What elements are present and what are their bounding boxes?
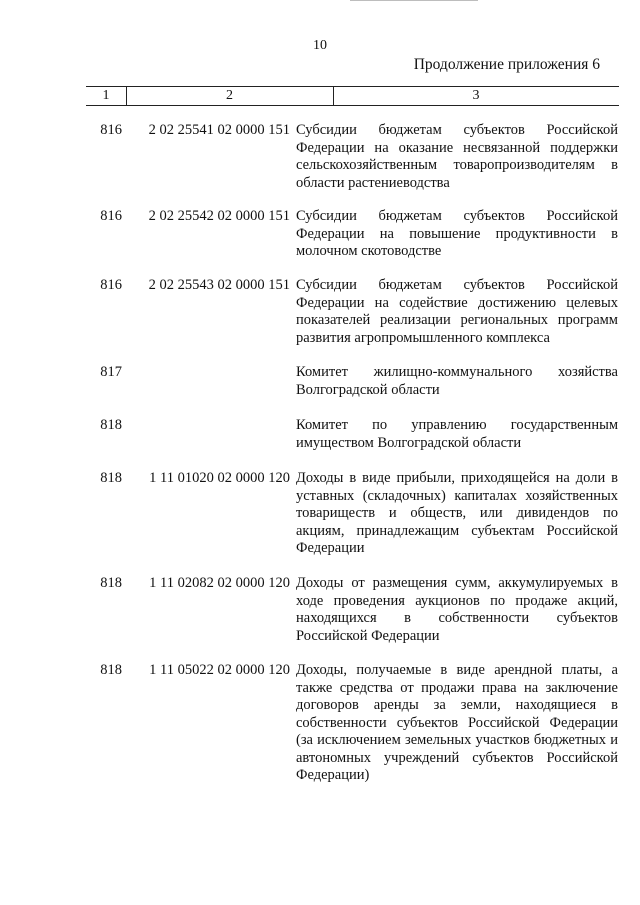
budget-classification-code: 1 11 01020 02 0000 120 [149,470,290,486]
income-description: Доходы, получаемые в виде арендной платы, а также средства от продажи права на заключение договоров аренды за земли, находящиеся в собственности субъектов Российской Федерации (за исключением земельных участков бюджетных и автономных учреждений субъектов Российской Федерации) [296,662,618,783]
column-header-2: 2 [126,87,334,105]
admin-code: 818 [100,470,122,486]
admin-code: 816 [100,208,122,224]
top-edge-mark [350,0,478,4]
income-description: Субсидии бюджетам субъектов Российской Федерации на содействие достижению целевых показателей реализации региональных программ развития агропромышленного комплекса [296,277,618,346]
column-header-1: 1 [86,87,127,105]
income-description: Комитет жилищно-коммунального хозяйства Волгоградской области [296,364,618,398]
income-description: Комитет по управлению государственным имуществом Волгоградской области [296,417,618,451]
income-description: Доходы в виде прибыли, приходящейся на доли в уставных (складочных) капиталах хозяйственных товариществ и обществ, или дивидендов по акциям, принадлежащим субъектам Российской Федерации [296,470,618,556]
admin-code: 818 [100,417,122,433]
income-description: Субсидии бюджетам субъектов Российской Федерации на оказание несвязанной поддержки сельскохозяйственным товаропроизводителям в области растениеводства [296,122,618,191]
admin-code: 816 [100,122,122,138]
admin-code: 818 [100,575,122,591]
column-header-3: 3 [472,88,480,103]
admin-code: 817 [100,364,122,380]
income-description: Доходы от размещения сумм, аккумулируемых в ходе проведения аукционов по продаже акций, находящихся в собственности субъектов Российской Федерации [296,575,618,644]
admin-code: 818 [100,662,122,678]
admin-code: 816 [100,277,122,293]
page-number: 10 [313,38,327,53]
budget-classification-code: 1 11 05022 02 0000 120 [149,662,290,678]
column-header-row [86,86,619,106]
budget-classification-code: 2 02 25541 02 0000 151 [148,122,290,138]
budget-classification-code: 2 02 25543 02 0000 151 [148,277,290,293]
continuation-heading: Продолжение приложения 6 [413,56,600,73]
income-description: Субсидии бюджетам субъектов Российской Федерации на повышение продуктивности в молочном скотоводстве [296,208,618,259]
budget-classification-code: 2 02 25542 02 0000 151 [148,208,290,224]
budget-classification-code: 1 11 02082 02 0000 120 [149,575,290,591]
